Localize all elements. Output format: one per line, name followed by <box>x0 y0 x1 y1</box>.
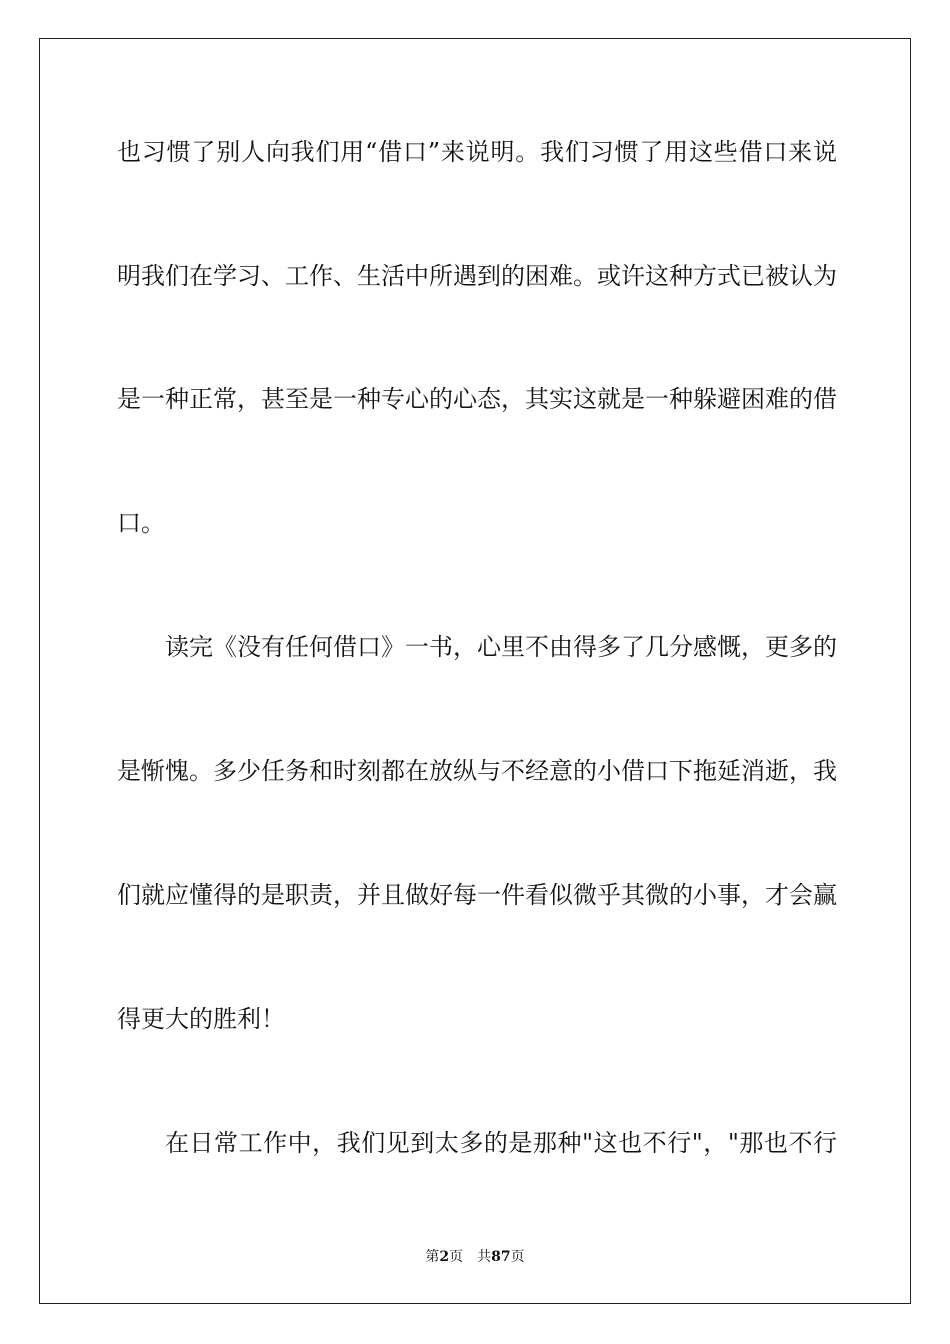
page-suffix: 页 <box>449 1249 464 1265</box>
body-line-5: 读完《没有任何借口》一书，心里不由得多了几分感慨，更多的 <box>165 633 837 661</box>
page-border <box>39 38 911 1304</box>
body-line-6: 是惭愧。多少任务和时刻都在放纵与不经意的小借口下拖延消逝，我 <box>117 757 837 785</box>
total-prefix: 共 <box>477 1249 492 1265</box>
body-line-2: 明我们在学习、工作、生活中所遇到的困难。或许这种方式已被认为 <box>117 262 837 290</box>
body-line-1: 也习惯了别人向我们用“借口”来说明。我们习惯了用这些借口来说 <box>117 138 837 166</box>
page-prefix: 第 <box>425 1249 440 1265</box>
body-line-7: 们就应懂得的是职责，并且做好每一件看似微乎其微的小事，才会赢 <box>117 881 837 909</box>
total-pages: 87 <box>491 1249 511 1265</box>
body-line-4: 口。 <box>117 509 165 537</box>
body-line-8: 得更大的胜利！ <box>117 1005 285 1033</box>
page-footer <box>0 1247 950 1267</box>
body-line-3: 是一种正常，甚至是一种专心的心态，其实这就是一种躲避困难的借 <box>117 385 837 413</box>
page-number: 2 <box>439 1249 450 1265</box>
total-suffix: 页 <box>510 1249 525 1265</box>
body-line-9: 在日常工作中，我们见到太多的是那种"这也不行"，"那也不行 <box>165 1129 837 1157</box>
